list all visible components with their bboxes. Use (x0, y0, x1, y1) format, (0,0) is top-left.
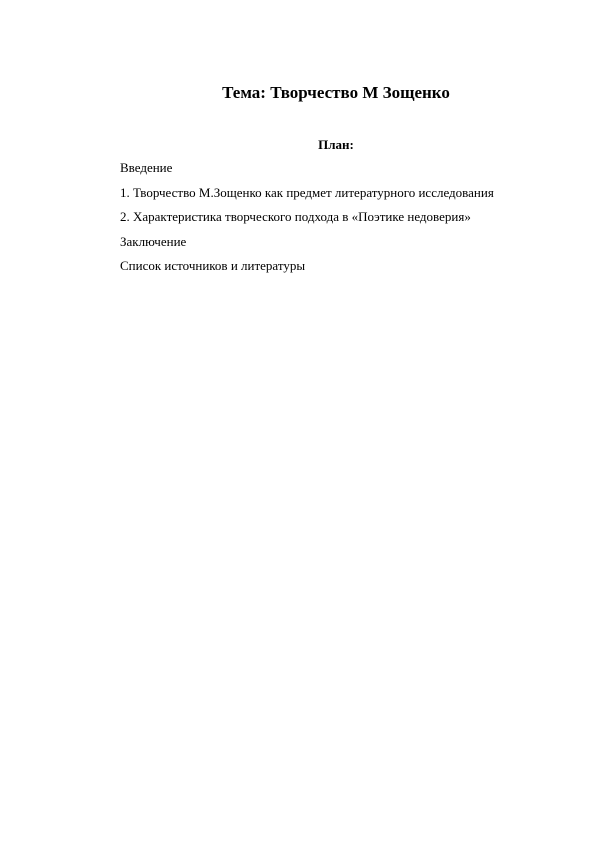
document-title: Тема: Творчество М Зощенко (222, 83, 450, 102)
plan-list (120, 160, 494, 283)
plan-item-chapter-2: 2. Характеристика творческого подхода в «Поэтике недоверия» (120, 209, 471, 224)
plan-heading: План: (318, 137, 354, 152)
plan-item-chapter-1: 1. Творчество М.Зощенко как предмет литературного исследования (120, 184, 494, 200)
plan-item-conclusion: Заключение (120, 233, 187, 249)
plan-item-introduction: Введение (120, 160, 173, 175)
plan-item-references: Список источников и литературы (120, 258, 306, 273)
